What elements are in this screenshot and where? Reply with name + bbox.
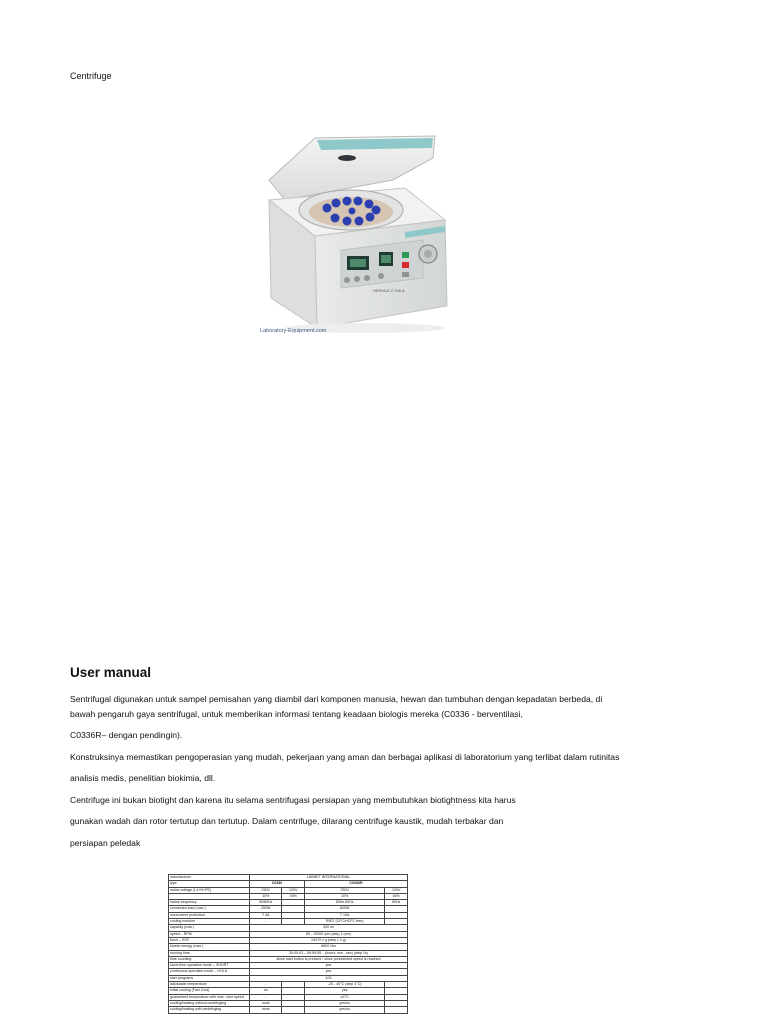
table-cell: ±5% xyxy=(385,893,408,899)
table-cell: mains voltage (L1+N+PE) xyxy=(169,887,250,893)
table-cell: 300 ml xyxy=(250,925,408,931)
table-cell: continuous operation mode – HOLD xyxy=(169,969,250,975)
table-cell: capacity (max.) xyxy=(169,925,250,931)
centrifuge-illustration xyxy=(255,128,455,340)
table-cell: none xyxy=(250,1000,282,1006)
table-cell: 30:00:01 – 59:59:59 – (hours, min., sec) (step 1s) xyxy=(250,950,408,956)
table-cell: 24270 x g (step 1 x g) xyxy=(250,937,408,943)
table-cell: yes xyxy=(250,969,408,975)
table-cell: short-time operation mode – SHORT xyxy=(169,963,250,969)
table-cell: cooling medium xyxy=(169,919,250,925)
table-cell: force – RCF xyxy=(169,937,250,943)
paragraph-line: analisis medis, penelitian biokimia, dll. xyxy=(70,773,216,783)
paragraph-line: Sentrifugal digunakan untuk sampel pemisahan yang diambil dari komponen manusia, hewan dan tumbuhan dengan kepadatan berbeda, di xyxy=(70,694,603,704)
table-cell: 250W xyxy=(250,906,282,912)
table-cell: 60Hz xyxy=(385,900,408,906)
page-title: Centrifuge xyxy=(70,71,112,81)
table-cell: user programs xyxy=(169,975,250,981)
image-caption: Laboratory-Equipment.com xyxy=(260,328,327,334)
table-cell xyxy=(282,1007,305,1013)
table-cell: -20 - 40°C (step 1°C) xyxy=(305,982,385,988)
table-cell: none xyxy=(250,1007,282,1013)
device-brand-label: HERMLE Z 206 A xyxy=(373,288,405,293)
table-cell: yes xyxy=(305,988,385,994)
table-cell: 230V xyxy=(250,887,282,893)
table-cell: LABNET INTERNATIONAL xyxy=(250,875,408,881)
table-cell: R507 (CFC/HCFC free) xyxy=(305,919,385,925)
table-cell: kinetic energy (max.) xyxy=(169,944,250,950)
table-cell: ±5% xyxy=(282,893,305,899)
table-cell: 50Hz 60Hz xyxy=(305,900,385,906)
spec-table xyxy=(168,874,408,1014)
table-cell: 6600 Nm xyxy=(250,944,408,950)
table-cell: C0336 xyxy=(250,881,305,887)
table-cell: cooling/heating with centrifuging xyxy=(169,1007,250,1013)
table-cell: time counting xyxy=(169,956,250,962)
section-heading: User manual xyxy=(70,665,152,680)
table-cell xyxy=(385,1007,408,1013)
table-cell: 10% xyxy=(305,893,385,899)
table-cell: 230V xyxy=(305,887,385,893)
table-cell: adjustable temperature xyxy=(169,982,250,988)
paragraph-line: C0336R– dengan pendingin). xyxy=(70,730,183,740)
table-cell: 100 xyxy=(250,975,408,981)
table-cell: 120V xyxy=(282,887,305,893)
table-cell: connected load (max.) xyxy=(169,906,250,912)
table-cell: - xyxy=(250,919,282,925)
centrifuge-image xyxy=(255,128,455,340)
table-cell: ≤4°C xyxy=(305,994,385,1000)
table-cell: T 4A xyxy=(250,912,282,918)
table-cell: no xyxy=(250,988,282,994)
table-cell: guaranteed temperature with max. rotor speed xyxy=(169,994,250,1000)
table-cell: 50/60Hz xyxy=(250,900,282,906)
table-cell: mains frequency xyxy=(169,900,250,906)
table-cell: 600W xyxy=(305,906,385,912)
table-cell: running time xyxy=(169,950,250,956)
table-cell: C0336R xyxy=(305,881,408,887)
table-cell: overcurrent protection xyxy=(169,912,250,918)
spec-table-image xyxy=(168,874,410,1024)
paragraph-line: bawah pengaruh gaya sentrifugal, untuk memberikan informasi tentang keadaan biologis mereka (C0336 - berventilasi, xyxy=(70,709,523,719)
paragraph-line: Centrifuge ini bukan biotight dan karena itu selama sentrifugasi persiapan yang membutuhkan biotightness kita harus xyxy=(70,795,516,805)
paragraph-line: persiapan peledak xyxy=(70,838,141,848)
table-cell: cooling/heating without centrifuging xyxy=(169,1000,250,1006)
table-cell: 80 - 15000 rpm (step 1 rpm) xyxy=(250,931,408,937)
table-cell: speed – RPM xyxy=(169,931,250,937)
table-cell: yes/no xyxy=(305,1000,385,1006)
paragraph-line: gunakan wadah dan rotor tertutup dan tertutup. Dalam centrifuge, dilarang centrifuge kaustik, mudah terbakar dan xyxy=(70,816,504,826)
table-cell: 120V xyxy=(385,887,408,893)
table-cell: T 10A xyxy=(305,912,385,918)
table-cell: 10% xyxy=(250,893,282,899)
table-cell: - xyxy=(250,982,282,988)
table-cell: - xyxy=(250,994,282,1000)
table-cell: since start button is pressed / since preselected speed is reached xyxy=(250,956,408,962)
table-cell: initial cooling (Fast Cool) xyxy=(169,988,250,994)
table-cell: yes/no xyxy=(305,1007,385,1013)
table-cell: yes xyxy=(250,963,408,969)
table-cell: type xyxy=(169,881,250,887)
paragraph-line: Konstruksinya memastikan pengoperasian yang mudah, pekerjaan yang aman dan berbagai aplikasi di laboratorium yang terlibat dalam rutinitas xyxy=(70,752,620,762)
table-cell: manufacturer xyxy=(169,875,250,881)
table-row xyxy=(169,1007,408,1013)
